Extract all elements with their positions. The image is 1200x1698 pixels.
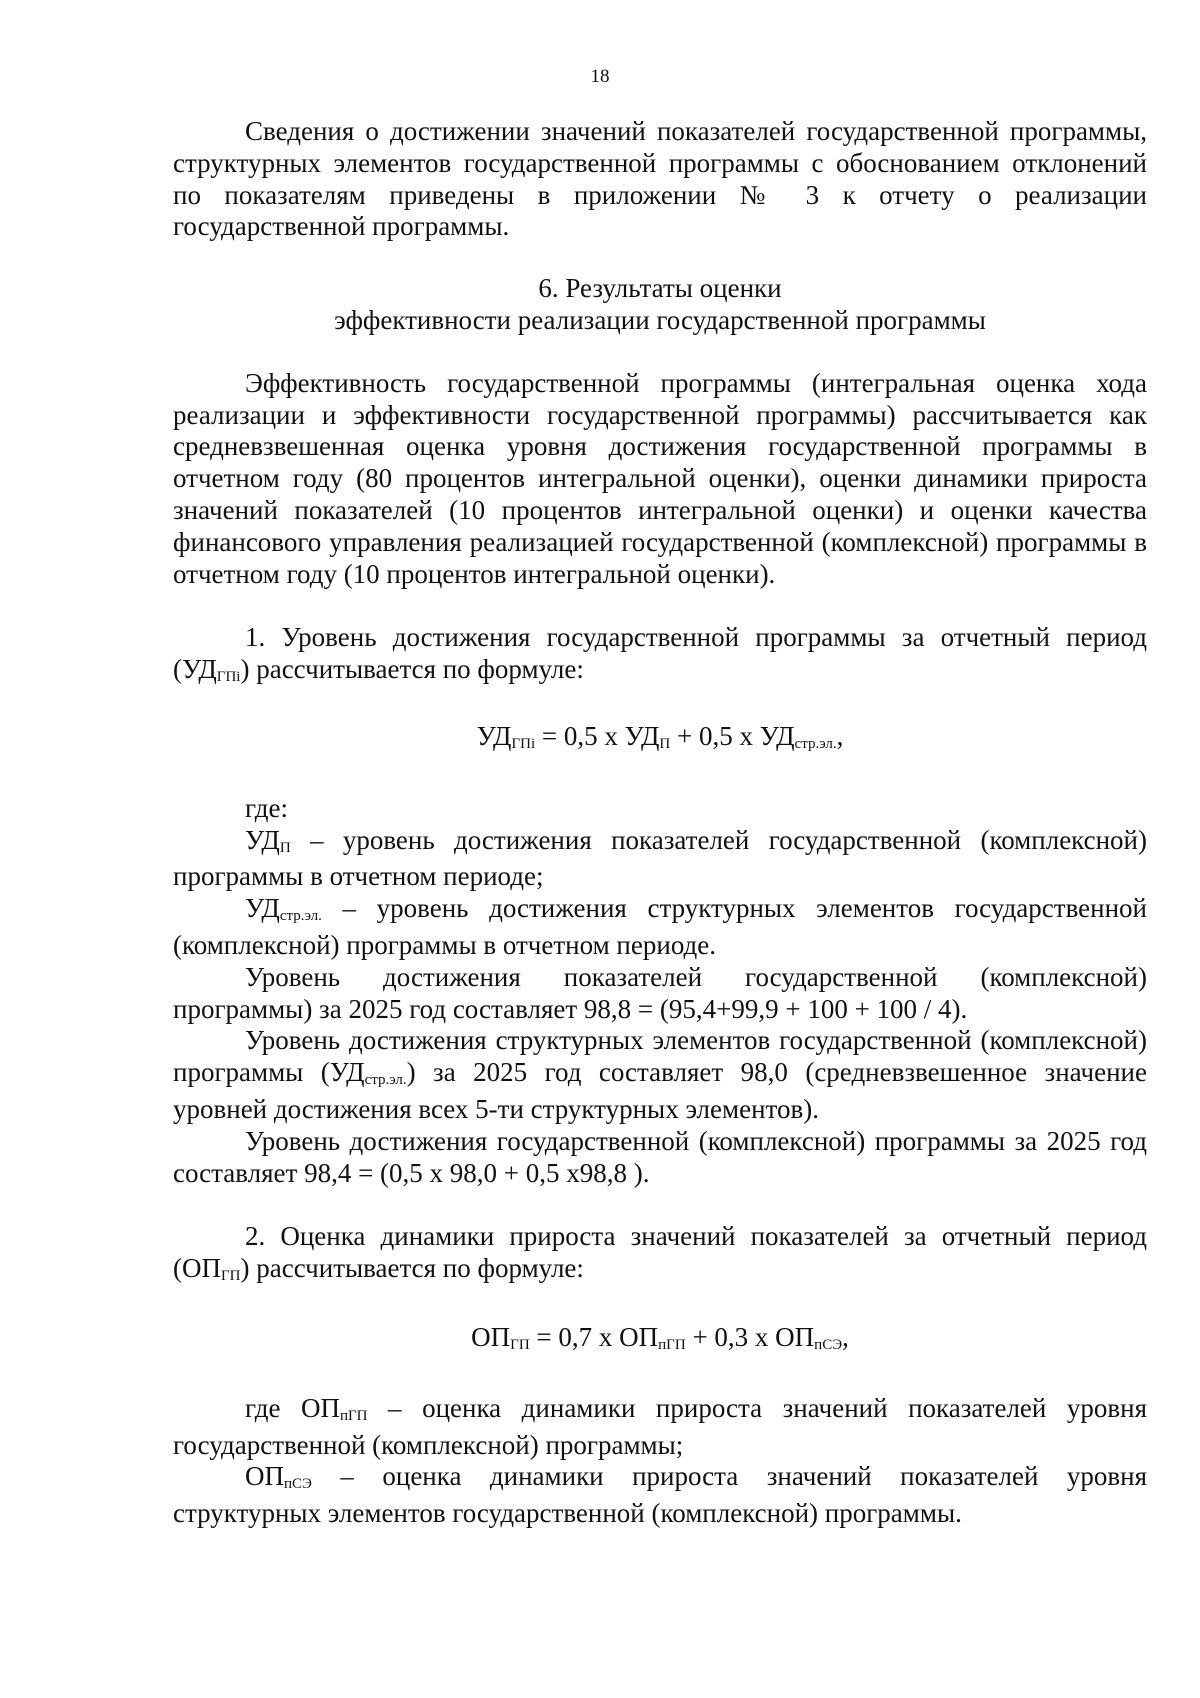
definition-op-pse [173,1461,1147,1530]
formula-level-program [173,721,1147,758]
formula1-eq: = 0,5 х УД [535,720,660,751]
formula1-term2-subscript: стр.эл. [794,735,837,752]
level-structural-text-b: ) за 2025 год составляет 98,0 (средневзвешенное значение уровней достижения всех 5-ти структурных элементов). [173,1057,1147,1124]
definition-op-pgp-prefix: где ОП [245,1392,340,1423]
formula1-lhs: УД [476,720,512,751]
item1-intro-text-a: 1. Уровень достижения государственной программы за отчетный период (УД [173,622,1147,685]
formula1-lhs-subscript: ГПi [511,735,536,752]
formula1-end: , [836,720,844,751]
section-heading [173,273,1147,337]
definition-ud-p [173,825,1147,894]
definition-op-pse-text: – оценка динамики прироста значений показателей уровня структурных элементов государственной (комплексной) программы. [173,1461,1147,1529]
item2-intro [173,1221,1147,1290]
section-heading-line2: эффективности реализации государственной программы [334,304,986,335]
item2-intro-text-b: ) рассчитывается по формуле: [240,1253,584,1284]
page-number: 18 [590,66,610,87]
formula2-lhs-subscript: ГП [510,1336,530,1353]
paragraph-effectiveness: Эффективность государственной программы (интегральная оценка хода реализации и эффективности государственной программы) рассчитывается как средневзвешенная оценка уровня достижения государственной программы в отчетном году (80 процентов интегральной оценки), оценки динамики прироста значений показателей (10 процентов интегральной оценки) и оценки качества финансового управления реализацией государственной (комплексной) программы в отчетном году (10 процентов интегральной оценки). [173,367,1147,589]
definition-ud-p-text: – уровень достижения показателей государственной (комплексной) программы в отчетном периоде; [173,824,1147,892]
definition-ud-str [173,893,1147,962]
formula2-mid: + 0,3 х ОП [685,1321,815,1352]
definition-op-pse-subscript: пСЭ [284,1476,312,1493]
definition-op-pgp [173,1393,1147,1462]
definition-op-pgp-text: – оценка динамики прироста значений показателей уровня государственной (комплексной) программы; [173,1392,1148,1460]
paragraph-level-program: Уровень достижения государственной (комплексной) программы за 2025 год составляет 98,4 = (0,5 х 98,0 + 0,5 х98,8 ). [173,1125,1147,1188]
formula-growth-dynamics [173,1322,1147,1359]
item2-intro-subscript: ГП [221,1268,241,1285]
definition-op-pse-symbol: ОП [245,1461,284,1492]
paragraph-level-indicators: Уровень достижения показателей государственной (комплексной) программы) за 2025 год составляет 98,8 = (95,4+99,9 + 100 + 100 / 4). [173,961,1147,1024]
formula1-mid: + 0,5 х УД [670,720,795,751]
paragraph-intro: Сведения о достижении значений показателей государственной программы, структурных элементов государственной программы с обоснованием отклонений по показателям приведены в приложении № 3 к отчету о реализации государственной программы. [173,116,1147,242]
formula2-eq: = 0,7 х ОП [529,1321,659,1352]
formula2-end: , [842,1321,849,1352]
definition-op-pgp-subscript: пГП [339,1407,368,1424]
paragraph-level-structural [173,1025,1147,1125]
item1-intro-text-b: ) рассчитывается по формуле: [240,654,584,685]
formula2-lhs: ОП [471,1321,511,1352]
definition-ud-str-text: – уровень достижения структурных элементов государственной (комплексной) программы в отчетном периоде. [173,893,1147,960]
formula2-term1-subscript: пГП [658,1336,686,1353]
level-structural-text-a: Уровень достижения структурных элементов государственной (комплексной) программы (УД [173,1025,1147,1088]
item1-intro-subscript: ГПi [216,669,241,686]
definition-ud-str-symbol: УД [245,893,280,924]
level-structural-subscript: стр.эл. [364,1072,407,1089]
where-label: где: [245,792,288,823]
formula2-term2-subscript: пСЭ [814,1336,843,1353]
item2-intro-text-a: 2. Оценка динамики прироста значений показателей за отчетный период (ОП [173,1221,1147,1284]
document-body [173,116,1147,1530]
definition-ud-str-subscript: стр.эл. [279,908,322,925]
section-heading-line1: 6. Результаты оценки [538,273,782,304]
definition-ud-p-subscript: П [279,839,291,856]
definition-ud-p-symbol: УД [245,824,280,855]
formula1-term1-subscript: П [659,735,671,752]
item1-intro [173,622,1147,691]
